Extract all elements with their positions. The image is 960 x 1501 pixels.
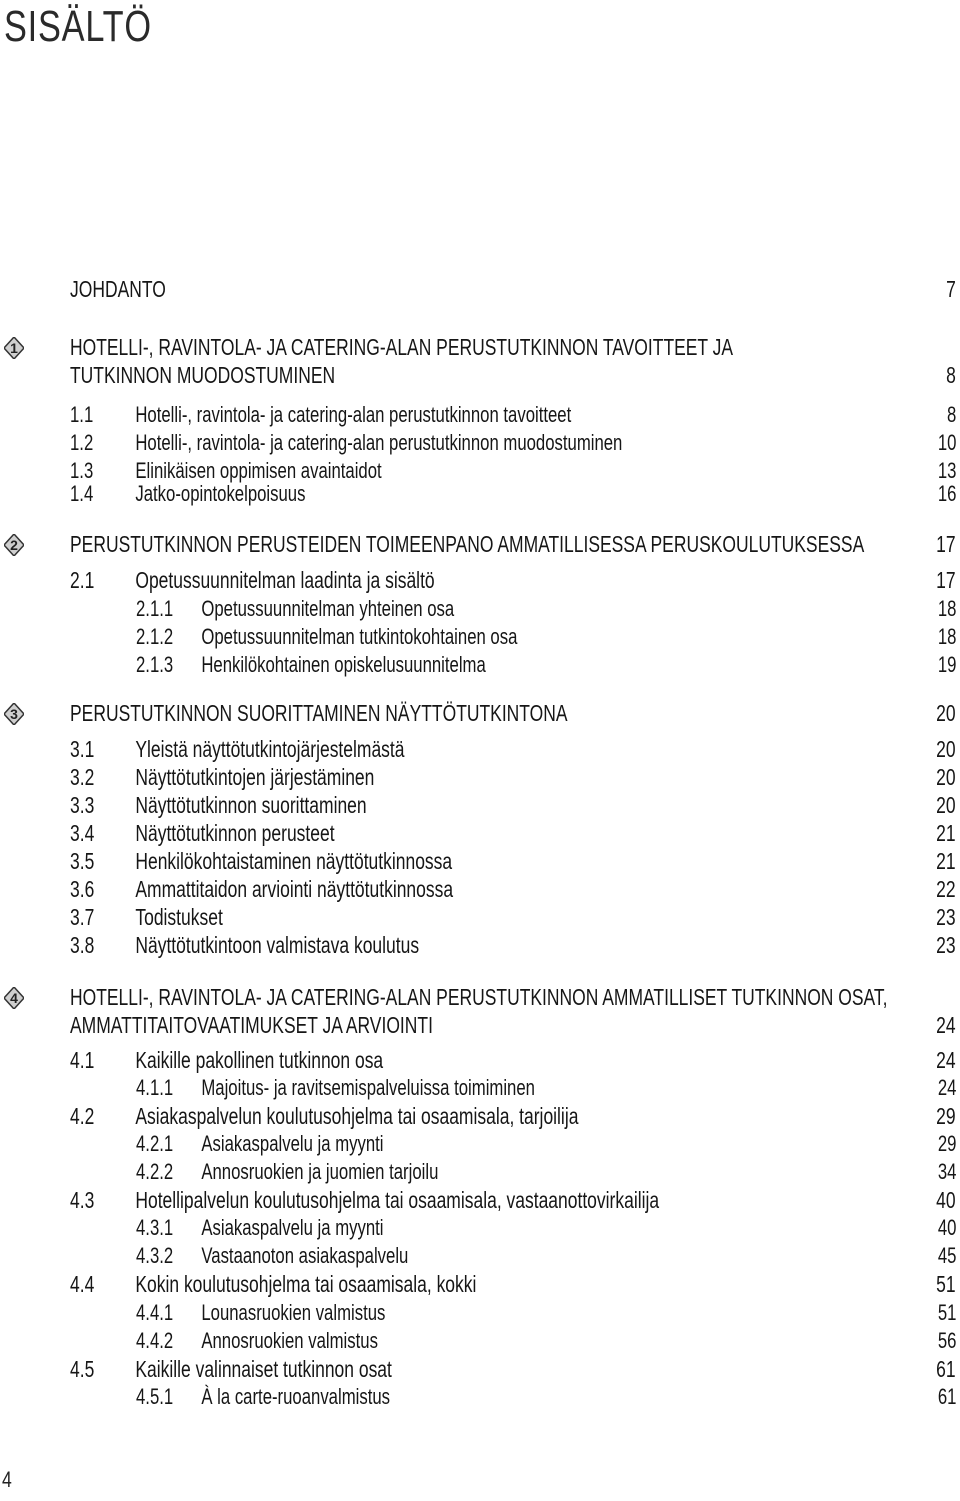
toc-page: 51 [936, 1271, 956, 1297]
toc-number: 2.1.1 [136, 596, 174, 621]
toc-page: 24 [937, 1075, 956, 1100]
toc-chapter-4-line1[interactable] [70, 984, 956, 1011]
toc-page: 8 [946, 402, 956, 427]
toc-entry-s4-3-2[interactable] [70, 1243, 956, 1269]
toc-label: Henkilökohtaistaminen näyttötutkinnossa [135, 848, 453, 874]
toc-page: 17 [936, 531, 956, 557]
toc-entry-s3-2[interactable] [70, 764, 956, 791]
toc-number: 3.5 [70, 848, 95, 874]
toc-page: 8 [946, 362, 956, 388]
toc-page: 21 [936, 848, 956, 874]
toc-page: 56 [937, 1328, 956, 1353]
toc-entry-s4-3[interactable] [70, 1187, 956, 1214]
toc-number: 2.1 [70, 567, 95, 593]
toc-label: Hotelli-, ravintola- ja catering-alan perustutkinnon tavoitteet [135, 402, 572, 427]
toc-page: 13 [937, 458, 956, 483]
toc-chapter-3[interactable] [70, 700, 956, 727]
toc-entry-s1-2[interactable] [70, 430, 956, 456]
toc-number: 3.6 [70, 876, 95, 902]
chapter-badge-label: 2 [10, 537, 18, 553]
toc-page: 24 [936, 1012, 956, 1038]
toc-number: 4.2.1 [136, 1131, 174, 1156]
toc-page: 18 [937, 624, 956, 649]
toc-number: 2.1.2 [136, 624, 174, 649]
toc-label: Henkilökohtainen opiskelusuunnitelma [201, 652, 486, 677]
toc-page: 20 [936, 792, 956, 818]
chapter-badge-4 [4, 987, 24, 1009]
toc-page: 34 [937, 1159, 956, 1184]
toc-number: 2.1.3 [136, 652, 174, 677]
toc-number: 3.4 [70, 820, 95, 846]
toc-number: 1.2 [70, 430, 94, 455]
toc-label: TUTKINNON MUODOSTUMINEN [70, 362, 336, 388]
toc-page: 20 [936, 700, 956, 726]
toc-number: 4.3 [70, 1187, 95, 1213]
toc-entry-johdanto[interactable] [70, 276, 956, 303]
toc-number: 4.4.2 [136, 1328, 174, 1353]
toc-chapter-2[interactable] [70, 531, 956, 558]
toc-entry-s1-4[interactable] [70, 481, 956, 507]
toc-page: 45 [937, 1243, 956, 1268]
toc-label: Asiakaspalvelun koulutusohjelma tai osaamisala, tarjoilija [135, 1103, 579, 1129]
toc-page: 40 [936, 1187, 956, 1213]
toc-label: Lounasruokien valmistus [201, 1300, 386, 1325]
toc-label: JOHDANTO [70, 276, 166, 302]
toc-entry-s1-1[interactable] [70, 402, 956, 428]
toc-entry-s2-1[interactable] [70, 567, 956, 594]
toc-page: 20 [936, 736, 956, 762]
toc-page: 61 [937, 1384, 956, 1409]
toc-entry-s3-8[interactable] [70, 932, 956, 959]
toc-entry-s4-2[interactable] [70, 1103, 956, 1130]
toc-label: Opetussuunnitelman yhteinen osa [201, 596, 455, 621]
toc-page: 23 [936, 932, 956, 958]
chapter-badge-3 [4, 703, 24, 725]
toc-number: 4.2 [70, 1103, 95, 1129]
toc-entry-s3-3[interactable] [70, 792, 956, 819]
toc-number: 3.1 [70, 736, 95, 762]
toc-page: 21 [936, 820, 956, 846]
toc-entry-s4-4-2[interactable] [70, 1328, 956, 1354]
toc-number: 4.4 [70, 1271, 95, 1297]
toc-label: Näyttötutkinnon perusteet [135, 820, 335, 846]
toc-label: Kaikille valinnaiset tutkinnon osat [135, 1356, 392, 1382]
chapter-badge-label: 3 [10, 706, 18, 722]
chapter-badge-label: 1 [10, 340, 18, 356]
toc-entry-s3-5[interactable] [70, 848, 956, 875]
chapter-badge-label: 4 [10, 990, 18, 1006]
page-number: 4 [2, 1467, 12, 1492]
toc-page: 16 [937, 481, 956, 506]
toc-label: Hotellipalvelun koulutusohjelma tai osaamisala, vastaanottovirkailija [135, 1187, 660, 1213]
toc-chapter-1-line1[interactable] [70, 334, 956, 361]
toc-page: 19 [937, 652, 956, 677]
toc-chapter-4-line2[interactable] [70, 1012, 956, 1039]
toc-entry-s4-1-1[interactable] [70, 1075, 956, 1101]
toc-entry-s3-7[interactable] [70, 904, 956, 931]
toc-page: 22 [936, 876, 956, 902]
toc-entry-s4-2-1[interactable] [70, 1131, 956, 1157]
toc-entry-s3-6[interactable] [70, 876, 956, 903]
toc-entry-s3-1[interactable] [70, 736, 956, 763]
toc-number: 4.2.2 [136, 1159, 174, 1184]
toc-label: Ammattitaidon arviointi näyttötutkinnossa [135, 876, 454, 902]
toc-page: 61 [936, 1356, 956, 1382]
toc-label: Näyttötutkinnon suorittaminen [135, 792, 367, 818]
chapter-badge-1 [4, 337, 24, 359]
toc-label: AMMATTITAITOVAATIMUKSET JA ARVIOINTI [70, 1012, 433, 1038]
toc-number: 1.1 [70, 402, 94, 427]
toc-number: 4.3.1 [136, 1215, 174, 1240]
toc-label: Asiakaspalvelu ja myynti [201, 1131, 384, 1156]
toc-label: Kokin koulutusohjelma tai osaamisala, kokki [135, 1271, 477, 1297]
toc-entry-s4-3-1[interactable] [70, 1215, 956, 1241]
toc-page: 29 [937, 1131, 956, 1156]
toc-page: 17 [936, 567, 956, 593]
toc-label: Opetussuunnitelman tutkintokohtainen osa [201, 624, 518, 649]
toc-entry-s4-1[interactable] [70, 1047, 956, 1074]
toc-label: Annosruokien valmistus [201, 1328, 378, 1353]
toc-page: 29 [936, 1103, 956, 1129]
toc-entry-s4-4-1[interactable] [70, 1300, 956, 1326]
toc-entry-s4-2-2[interactable] [70, 1159, 956, 1185]
toc-label: Hotelli-, ravintola- ja catering-alan perustutkinnon muodostuminen [135, 430, 623, 455]
toc-number: 4.1.1 [136, 1075, 174, 1100]
toc-label: HOTELLI-, RAVINTOLA- JA CATERING-ALAN PERUSTUTKINNON TAVOITTEET JA [70, 334, 734, 360]
toc-label: PERUSTUTKINNON SUORITTAMINEN NÄYTTÖTUTKINTONA [70, 700, 568, 726]
toc-label: Asiakaspalvelu ja myynti [201, 1215, 384, 1240]
toc-label: À la carte-ruoanvalmistus [201, 1384, 391, 1409]
toc-label: Yleistä näyttötutkintojärjestelmästä [135, 736, 405, 762]
toc-entry-s2-1-1[interactable] [70, 596, 956, 622]
toc-page: 7 [946, 276, 956, 302]
toc-number: 4.4.1 [136, 1300, 174, 1325]
toc-page: 10 [937, 430, 956, 455]
toc-page: 18 [937, 596, 956, 621]
toc-label: Majoitus- ja ravitsemispalveluissa toimiminen [201, 1075, 535, 1100]
toc-page: 23 [936, 904, 956, 930]
toc-entry-s3-4[interactable] [70, 820, 956, 847]
toc-label: Näyttötutkintojen järjestäminen [135, 764, 375, 790]
toc-page: 40 [937, 1215, 956, 1240]
toc-label: Jatko-opintokelpoisuus [135, 481, 306, 506]
toc-label: Annosruokien ja juomien tarjoilu [201, 1159, 439, 1184]
toc-number: 1.4 [70, 481, 94, 506]
toc-entry-s4-5-1[interactable] [70, 1384, 956, 1410]
toc-label: Opetussuunnitelman laadinta ja sisältö [135, 567, 435, 593]
toc-label: Näyttötutkintoon valmistava koulutus [135, 932, 420, 958]
toc-number: 3.2 [70, 764, 95, 790]
page-title: SISÄLTÖ [4, 2, 152, 51]
toc-entry-s2-1-3[interactable] [70, 652, 956, 678]
toc-label: Kaikille pakollinen tutkinnon osa [135, 1047, 384, 1073]
toc-number: 1.3 [70, 458, 94, 483]
toc-entry-s2-1-2[interactable] [70, 624, 956, 650]
toc-label: Todistukset [135, 904, 223, 930]
toc-chapter-1-line2[interactable] [70, 362, 956, 389]
toc-number: 4.3.2 [136, 1243, 174, 1268]
toc-label: Vastaanoton asiakaspalvelu [201, 1243, 409, 1268]
toc-label: HOTELLI-, RAVINTOLA- JA CATERING-ALAN PERUSTUTKINNON AMMATILLISET TUTKINNON OSAT, [70, 984, 888, 1010]
chapter-badge-2 [4, 534, 24, 556]
toc-number: 4.5 [70, 1356, 95, 1382]
toc-page: 20 [936, 764, 956, 790]
toc-number: 3.7 [70, 904, 95, 930]
toc-entry-s4-4[interactable] [70, 1271, 956, 1298]
toc-page: 24 [936, 1047, 956, 1073]
toc-number: 3.3 [70, 792, 95, 818]
toc-number: 4.5.1 [136, 1384, 174, 1409]
toc-number: 4.1 [70, 1047, 95, 1073]
toc-entry-s4-5[interactable] [70, 1356, 956, 1383]
toc-label: Elinikäisen oppimisen avaintaidot [135, 458, 382, 483]
toc-number: 3.8 [70, 932, 95, 958]
toc-page: 51 [937, 1300, 956, 1325]
toc-label: PERUSTUTKINNON PERUSTEIDEN TOIMEENPANO AMMATILLISESSA PERUSKOULUTUKSESSA [70, 531, 865, 557]
